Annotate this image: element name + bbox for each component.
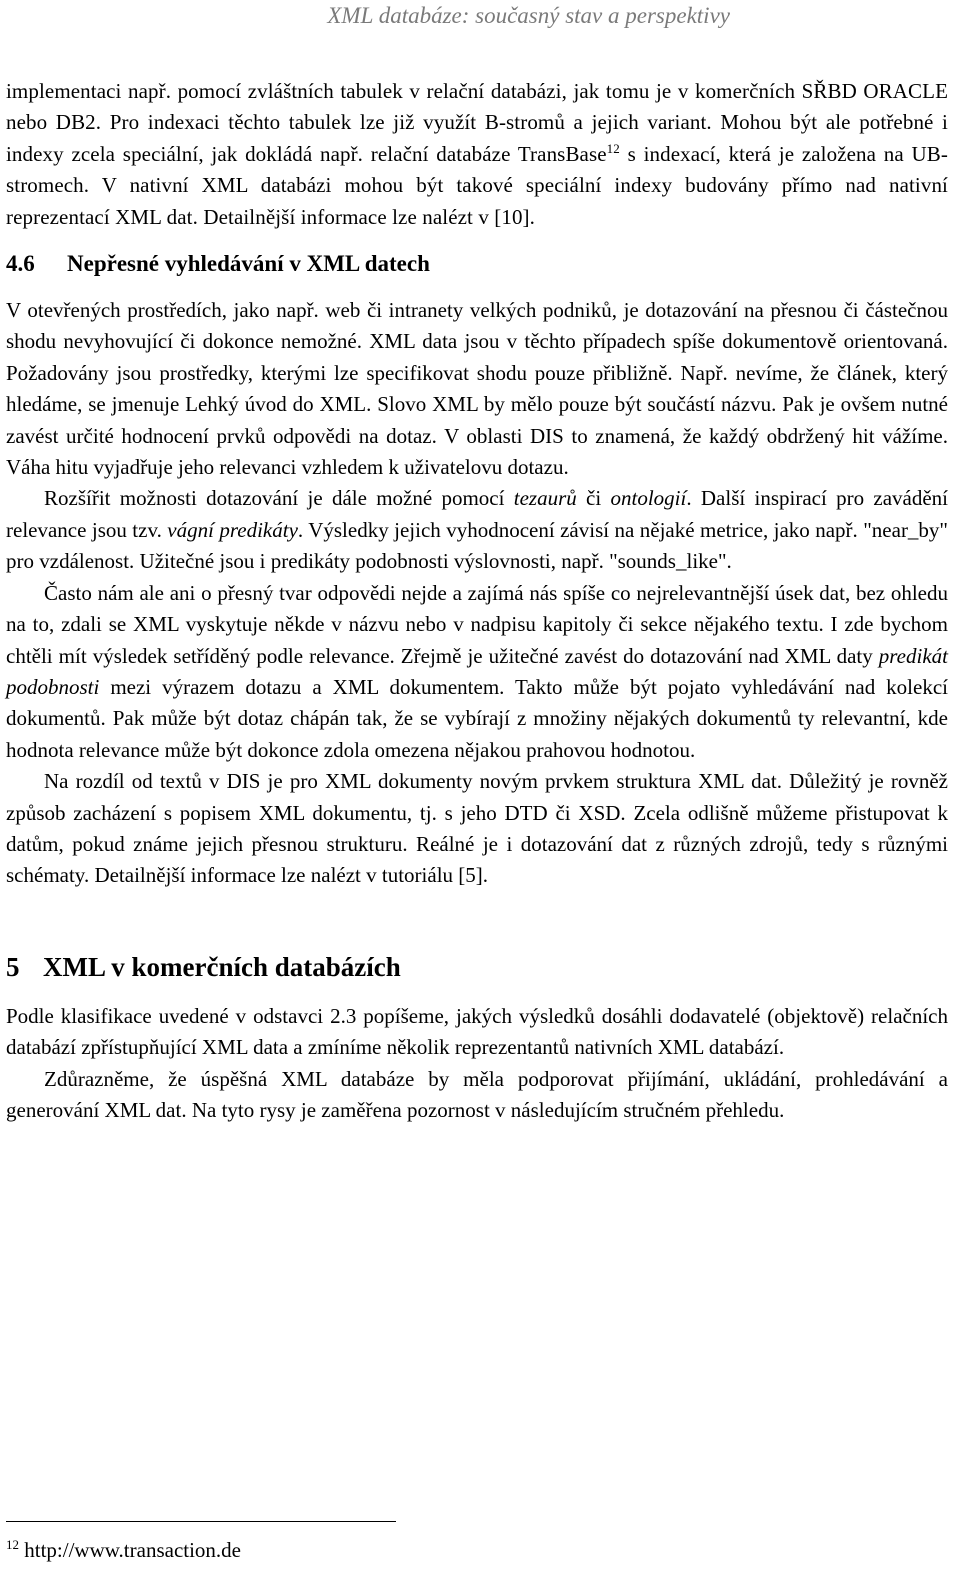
- spacer: [6, 892, 948, 950]
- text-run: či: [576, 486, 611, 511]
- text-run: . Výsledky jejich vyhodnocení závisí na nějaké metrice, jako např. "near_by" pro vzdálenost. Užitečné jsou i predikáty podobnosti výslovnosti, např. "sounds_like".: [6, 517, 949, 574]
- section-5-paragraph-1: Podle klasifikace uvedené v odstavci 2.3 popíšeme, jakých výsledků dosáhli dodavatelé (objektově) relačních databází zpřístupňující XML data a zmíníme několik reprezentantů nativních XML databází.: [6, 1003, 948, 1060]
- section-heading-4-6: [6, 249, 948, 279]
- section-number: 4.6: [6, 251, 35, 277]
- footnote-text[interactable]: http://www.transaction.de: [19, 1538, 242, 1562]
- spacer: [6, 279, 948, 295]
- text-run: Často nám ale ani o přesný tvar odpovědi nejde a zajímá nás spíše co nejrelevantnější úsek dat, bez ohledu na to, zdali se XML vyskytuje někde v názvu nebo v nadpisu kapitoly či sekce nějakého textu. I zde bychom chtěli mít výsledek setříděný podle relevance. Zřejmě je užitečné zavést do dotazování nad XML daty: [6, 580, 948, 668]
- spacer: [6, 984, 948, 1001]
- footnote-marker: 12: [6, 1537, 19, 1552]
- text-run: mezi výrazem dotazu a XML dokumentem. Takto může být pojato vyhledávání nad kolekcí dokumentů. Pak může být dotaz chápán tak, že se vybírají z množiny nějakých dokumentů ty relevantní, kde hodnota relevance může být dokonce zdola omezena nějakou prahovou hodnotou.: [6, 674, 948, 762]
- intro-text-part2: s indexací, která je založena na UB-stromech. V nativní XML databázi mohou být takové speciální indexy budovány přímo nad nativní reprezentací XML dat. Detailnější informace lze nalézt v [10].: [6, 141, 948, 229]
- section-4-6-paragraph-4: Na rozdíl od textů v DIS je pro XML dokumenty novým prvkem struktura XML dat. Důležitý je rovněž způsob zacházení s popisem XML dokumentu, tj. s jeho DTD či XSD. Zcela odlišně můžeme přistupovat k datům, pokud známe jejich přesnou strukturu. Reálné je i dotazování dat z různých zdrojů, tedy s různými schématy. Detailnější informace lze nalézt v tutoriálu [5].: [6, 769, 948, 888]
- text-run: Rozšířit možnosti dotazování je dále možné pomocí: [44, 486, 514, 511]
- term-similarity-predicate: predikát podobnosti: [6, 643, 948, 699]
- section-number: 5: [6, 951, 20, 982]
- section-4-6-paragraph-2: [6, 483, 948, 577]
- section-4-6-paragraph-3: [6, 578, 948, 766]
- text-run: . Další inspirací pro zavádění relevance jsou tzv.: [6, 486, 949, 542]
- term-ontology: ontologií: [610, 486, 687, 511]
- term-vague-predicates: vágní predikáty: [167, 517, 298, 542]
- term-thesaurus: tezaurů: [513, 486, 577, 511]
- running-header: XML databáze: současný stav a perspektivy: [327, 3, 730, 28]
- intro-paragraph: [6, 76, 948, 233]
- section-4-6-paragraph-1: V otevřených prostředích, jako např. web či intranety velkých podniků, je dotazování na přesnou či částečnou shodu nevyhovující či dokonce nemožné. XML data jsou v těchto případech spíše dokumentově orientovaná. Požadovány jsou prostředky, kterými lze specifikovat shodu pouze přibližně. Např. nevíme, že článek, který hledáme, se jmenuje Lehký úvod do XML. Slovo XML by mělo pouze být součástí názvu. Pak je ovšem nutné zavést určité hodnocení prvků odpovědi na dotaz. V oblasti DIS to znamená, že každý obdržený hit vážíme. Váha hitu vyjadřuje jeho relevanci vzhledem k uživatelovu dotazu.: [6, 298, 948, 480]
- section-5-paragraph-2: Zdůrazněme, že úspěšná XML databáze by měla podporovat přijímání, ukládání, prohledávání a generování XML dat. Na tyto rysy je zaměřena pozornost v následujícím stručném přehledu.: [6, 1066, 948, 1122]
- header-spacer: [6, 30, 948, 76]
- footnote-reference[interactable]: 12: [606, 140, 620, 156]
- section-title: XML v komerčních databázích: [43, 951, 401, 982]
- spacer: [6, 233, 948, 249]
- intro-text-part1: implementaci např. pomocí zvláštních tabulek v relační databázi, jak tomu je v komerčních SŘBD ORACLE nebo DB2. Pro indexaci těchto tabulek lze již využít B-stromů a jejich variant. Mohou být ale potřebné i indexy zcela speciální, jak dokládá např. relační databáze TransBase: [6, 79, 948, 166]
- footnote: [6, 1536, 241, 1564]
- section-title: Nepřesné vyhledávání v XML datech: [67, 251, 430, 277]
- section-heading-5: [6, 950, 948, 984]
- footnote-separator: [6, 1521, 396, 1522]
